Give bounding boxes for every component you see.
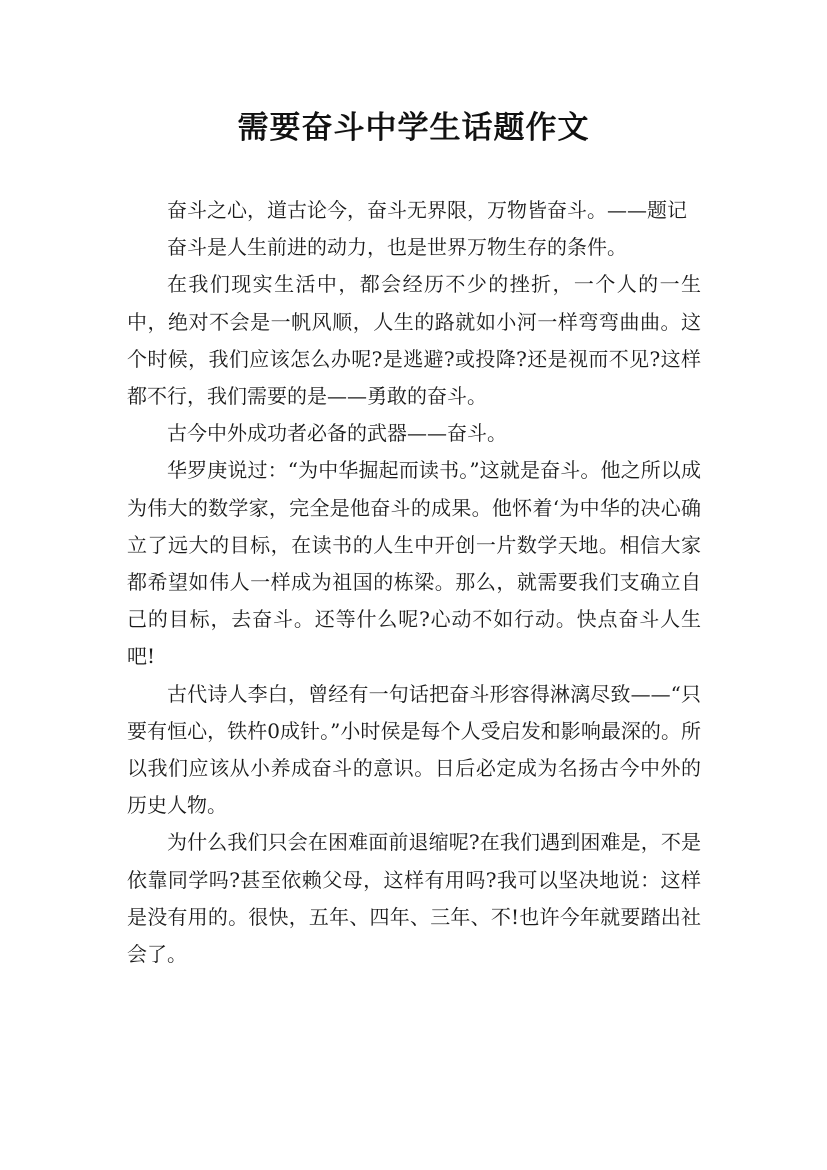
- document-body: [127, 192, 701, 973]
- paragraph: 古代诗人李白，曾经有一句话把奋斗形容得淋漓尽致——“只要有恒心，铁杵0成针。”小时侯是每个人受启发和影响最深的。所以我们应该从小养成奋斗的意识。日后必定成为名扬古今中外的历史人物。: [127, 681, 701, 818]
- paragraph: 古今中外成功者必备的武器——奋斗。: [167, 421, 507, 446]
- document-title: 需要奋斗中学生话题作文: [237, 110, 590, 146]
- paragraph-epigraph: 奋斗之心，道古论今，奋斗无界限，万物皆奋斗。——题记: [167, 198, 687, 222]
- paragraph: 在我们现实生活中，都会经历不少的挫折，一个人的一生中，绝对不会是一帆风顺，人生的路就如小河一样弯弯曲曲。这个时候，我们应该怎么办呢?是逃避?或投降?还是视而不见?这样都不行，我们需要的是——勇敢的奋斗。: [127, 272, 701, 409]
- paragraph: 为什么我们只会在困难面前退缩呢?在我们遇到困难是，不是依靠同学吗?甚至依赖父母，这样有用吗?我可以坚决地说：这样是没有用的。很快，五年、四年、三年、不!也许今年就要踏出社会了。: [127, 830, 701, 967]
- paragraph: 奋斗是人生前进的动力，也是世界万物生存的条件。: [167, 235, 627, 260]
- paragraph: 华罗庚说过：“为中华掘起而读书。”这就是奋斗。他之所以成为伟大的数学家，完全是他奋斗的成果。他怀着‘为中华的决心确立了远大的目标，在读书的人生中开创一片数学天地。相信大家都希望如伟人一样成为祖国的栋梁。那么，就需要我们支确立自己的目标，去奋斗。还等什么呢?心动不如行动。快点奋斗人生吧!: [127, 458, 701, 669]
